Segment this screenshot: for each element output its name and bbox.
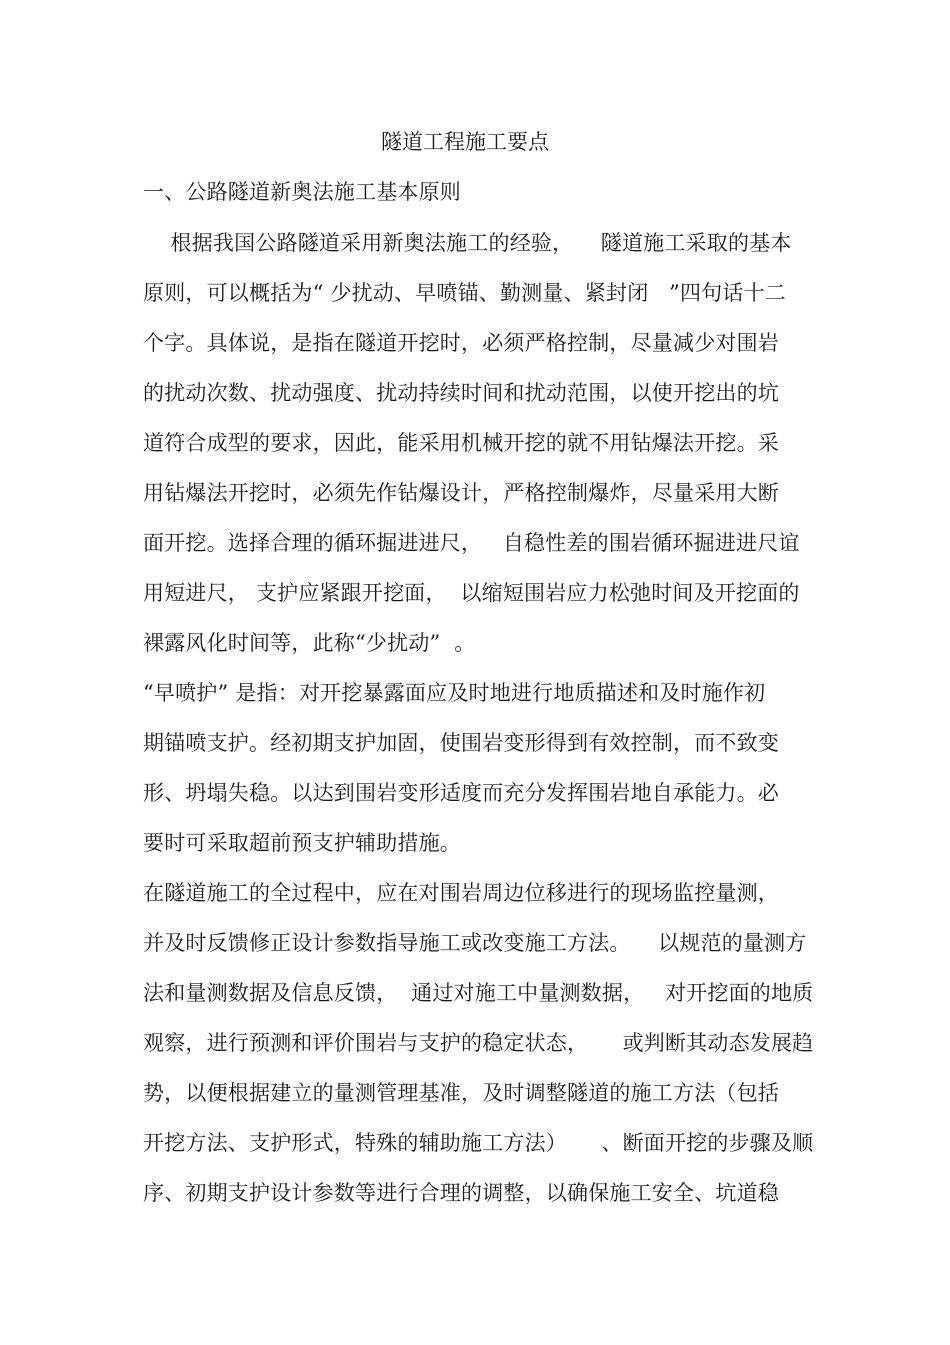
paragraph-line: 在隧道施工的全过程中，应在对围岩周边位移进行的现场监控量测，: [143, 881, 779, 905]
paragraph-line: 道符合成型的要求，因此，能采用机械开挖的就不用钻爆法开挖。采: [143, 431, 779, 455]
page-title: 隧道工程施工要点: [381, 130, 549, 154]
paragraph-line: 裸露风化时间等，此称“少扰动” 。: [143, 631, 476, 655]
paragraph-line: “早喷护” 是指：对开挖暴露面应及时地进行地质描述和及时施作初: [143, 681, 766, 705]
paragraph-line: 用短进尺， 支护应紧跟开挖面， 以缩短围岩应力松弛时间及开挖面的: [143, 581, 800, 605]
paragraph-line: 并及时反馈修正设计参数指导施工或改变施工方法。 以规范的量测方: [143, 931, 807, 955]
paragraph-line: 根据我国公路隧道采用新奥法施工的经验， 隧道施工采取的基本: [143, 231, 792, 255]
paragraph-line: 观察，进行预测和评价围岩与支护的稳定状态， 或判断其动态发展趋: [143, 1031, 814, 1055]
paragraph-line: 要时可采取超前预支护辅助措施。: [143, 831, 461, 855]
paragraph-line: 开挖方法、支护形式，特殊的辅助施工方法） 、断面开挖的步骤及顺: [143, 1131, 814, 1155]
paragraph-line: 面开挖。选择合理的循环掘进进尺， 自稳性差的围岩循环掘进进尺谊: [143, 531, 800, 555]
paragraph-line: 原则，可以概括为“ 少扰动、早喷锚、勤测量、紧封闭 ”四句话十二: [143, 281, 786, 305]
paragraph-line: 用钻爆法开挖时，必须先作钻爆设计，严格控制爆炸，尽量采用大断: [143, 481, 779, 505]
section-heading: 一、公路隧道新奥法施工基本原则: [143, 180, 461, 204]
paragraph-line: 期锚喷支护。经初期支护加固，使围岩变形得到有效控制，而不致变: [143, 731, 779, 755]
paragraph-line: 序、初期支护设计参数等进行合理的调整，以确保施工安全、坑道稳: [143, 1181, 779, 1205]
paragraph-line: 形、坍塌失稳。以达到围岩变形适度而充分发挥围岩地自承能力。必: [143, 781, 779, 805]
paragraph-line: 势，以便根据建立的量测管理基准，及时调整隧道的施工方法（包括: [143, 1081, 779, 1105]
paragraph-line: 法和量测数据及信息反馈， 通过对施工中量测数据， 对开挖面的地质: [143, 981, 814, 1005]
paragraph-line: 的扰动次数、扰动强度、扰动持续时间和扰动范围，以使开挖出的坑: [143, 381, 779, 405]
paragraph-line: 个字。具体说，是指在隧道开挖时，必须严格控制，尽量减少对围岩: [143, 331, 779, 355]
